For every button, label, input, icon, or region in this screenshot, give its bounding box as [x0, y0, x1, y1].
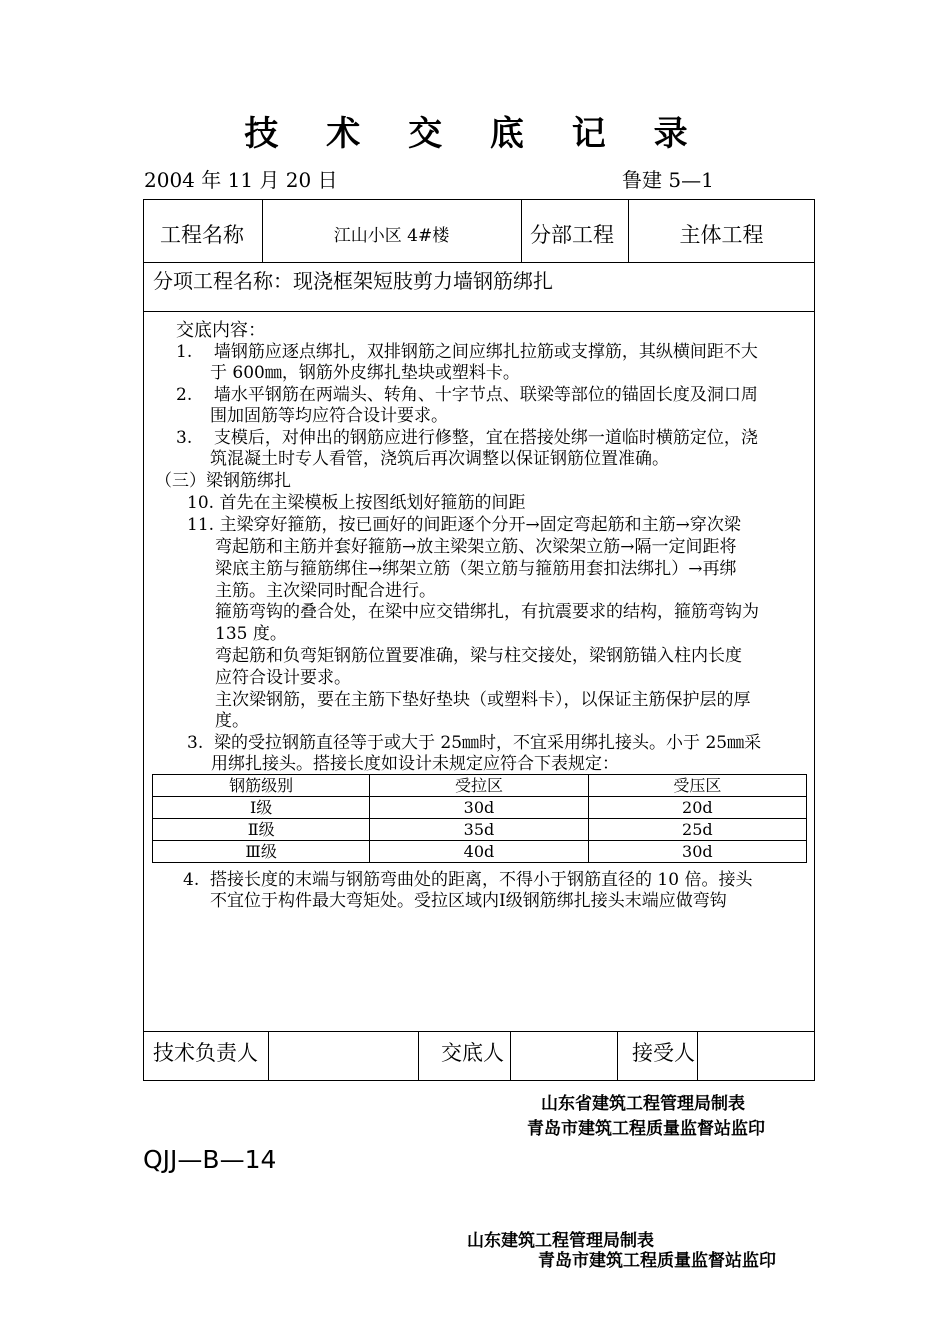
table-cell: 30d [588, 841, 806, 863]
content-line: 3. 支模后，对伸出的钢筋应进行修整，宜在搭接处绑一道临时横筋定位，浇 [176, 428, 758, 448]
section-heading: （三）梁钢筋绑扎 [155, 471, 291, 491]
project-name-label: 工程名称 [160, 223, 244, 247]
col-divider [617, 1031, 618, 1081]
lap-length-table [152, 774, 807, 863]
content-line: 应符合设计要求。 [215, 668, 351, 688]
content-line: 围加固筋等均应符合设计要求。 [210, 406, 448, 426]
content-line: 梁底主筋与箍筋绑住→绑架立筋（架立筋与箍筋用套扣法绑扎）→再绑 [215, 559, 737, 579]
table-cell: Ⅲ级 [153, 841, 370, 863]
content-line: 不宜位于构件最大弯矩处。受拉区域内Ⅰ级钢筋绑扎接头末端应做弯钩 [210, 891, 727, 911]
table-cell: Ⅱ级 [153, 819, 370, 841]
tech-lead-label: 技术负责人 [153, 1041, 258, 1065]
table-cell: 35d [370, 819, 588, 841]
content-line: 于 600㎜，钢筋外皮绑扎垫块或塑料卡。 [210, 363, 520, 383]
discloser-label: 交底人 [441, 1041, 504, 1065]
table-header-cell: 受压区 [588, 775, 806, 797]
table-row [153, 819, 807, 841]
table-cell: 30d [370, 797, 588, 819]
table-header-cell: 钢筋级别 [153, 775, 370, 797]
subitem-name: 分项工程名称：现浇框架短肢剪力墙钢筋绑扎 [153, 269, 553, 293]
division-value: 主体工程 [679, 223, 764, 247]
table-cell: Ⅰ级 [153, 797, 370, 819]
content-line: 弯起筋和主筋并套好箍筋→放主梁架立筋、次梁架立筋→隔一定间距将 [215, 537, 737, 557]
row-divider [143, 311, 815, 312]
receiver-label: 接受人 [632, 1041, 695, 1065]
col-divider [521, 199, 522, 262]
content-line: 4. 搭接长度的末端与钢筋弯曲处的距离，不得小于钢筋直径的 10 倍。接头 [183, 870, 753, 890]
issuer-line: 山东省建筑工程管理局制表 [541, 1094, 745, 1114]
content-line: 135 度。 [215, 624, 287, 644]
content-line: 1. 墙钢筋应逐点绑扎，双排钢筋之间应绑扎拉筋或支撑筋，其纵横间距不大 [176, 342, 758, 362]
table-header-cell: 受拉区 [370, 775, 588, 797]
table-cell: 25d [588, 819, 806, 841]
form-number: QJJ—B—14 [143, 1145, 277, 1174]
content-line: 筑混凝土时专人看管，浇筑后再次调整以保证钢筋位置准确。 [210, 449, 669, 469]
content-line: 主次梁钢筋，要在主筋下垫好垫块（或塑料卡），以保证主筋保护层的厚 [215, 690, 751, 710]
division-label: 分部工程 [530, 223, 614, 247]
page-title: 技 术 交 底 记 录 [244, 114, 706, 154]
supervisor-line-2: 青岛市建筑工程质量监督站监印 [538, 1251, 776, 1271]
row-divider [143, 262, 815, 263]
table-cell: 20d [588, 797, 806, 819]
issuer-line-2: 山东建筑工程管理局制表 [467, 1231, 654, 1251]
content-line: 箍筋弯钩的叠合处，在梁中应交错绑扎，有抗震要求的结构，箍筋弯钩为 [215, 602, 759, 622]
col-divider [418, 1031, 419, 1081]
row-divider [143, 1031, 815, 1032]
content-heading: 交底内容： [176, 320, 266, 341]
supervisor-line: 青岛市建筑工程质量监督站监印 [527, 1119, 765, 1139]
content-line: 度。 [215, 711, 249, 731]
table-row [153, 797, 807, 819]
col-divider [697, 1031, 698, 1081]
col-divider [268, 1031, 269, 1081]
content-line: 2. 墙水平钢筋在两端头、转角、十字节点、联梁等部位的锚固长度及洞口周 [176, 385, 758, 405]
col-divider [510, 1031, 511, 1081]
table-cell: 40d [370, 841, 588, 863]
project-name-value: 江山小区 4#楼 [333, 226, 450, 246]
content-line: 11. 主梁穿好箍筋，按已画好的间距逐个分开→固定弯起筋和主筋→穿次梁 [187, 515, 741, 535]
record-date: 2004 年 11 月 20 日 [144, 168, 338, 192]
table-row [153, 841, 807, 863]
form-code: 鲁建 5—1 [622, 168, 714, 192]
content-line: 用绑扎接头。搭接长度如设计未规定应符合下表规定： [211, 754, 619, 774]
content-line: 弯起筋和负弯矩钢筋位置要准确，梁与柱交接处，梁钢筋锚入柱内长度 [215, 646, 742, 666]
content-line: 3. 梁的受拉钢筋直径等于或大于 25㎜时，不宜采用绑扎接头。小于 25㎜采 [187, 733, 762, 753]
table-header-row [153, 775, 807, 797]
content-line: 10. 首先在主梁模板上按图纸划好箍筋的间距 [187, 493, 526, 513]
content-line: 主筋。主次梁同时配合进行。 [215, 581, 436, 601]
